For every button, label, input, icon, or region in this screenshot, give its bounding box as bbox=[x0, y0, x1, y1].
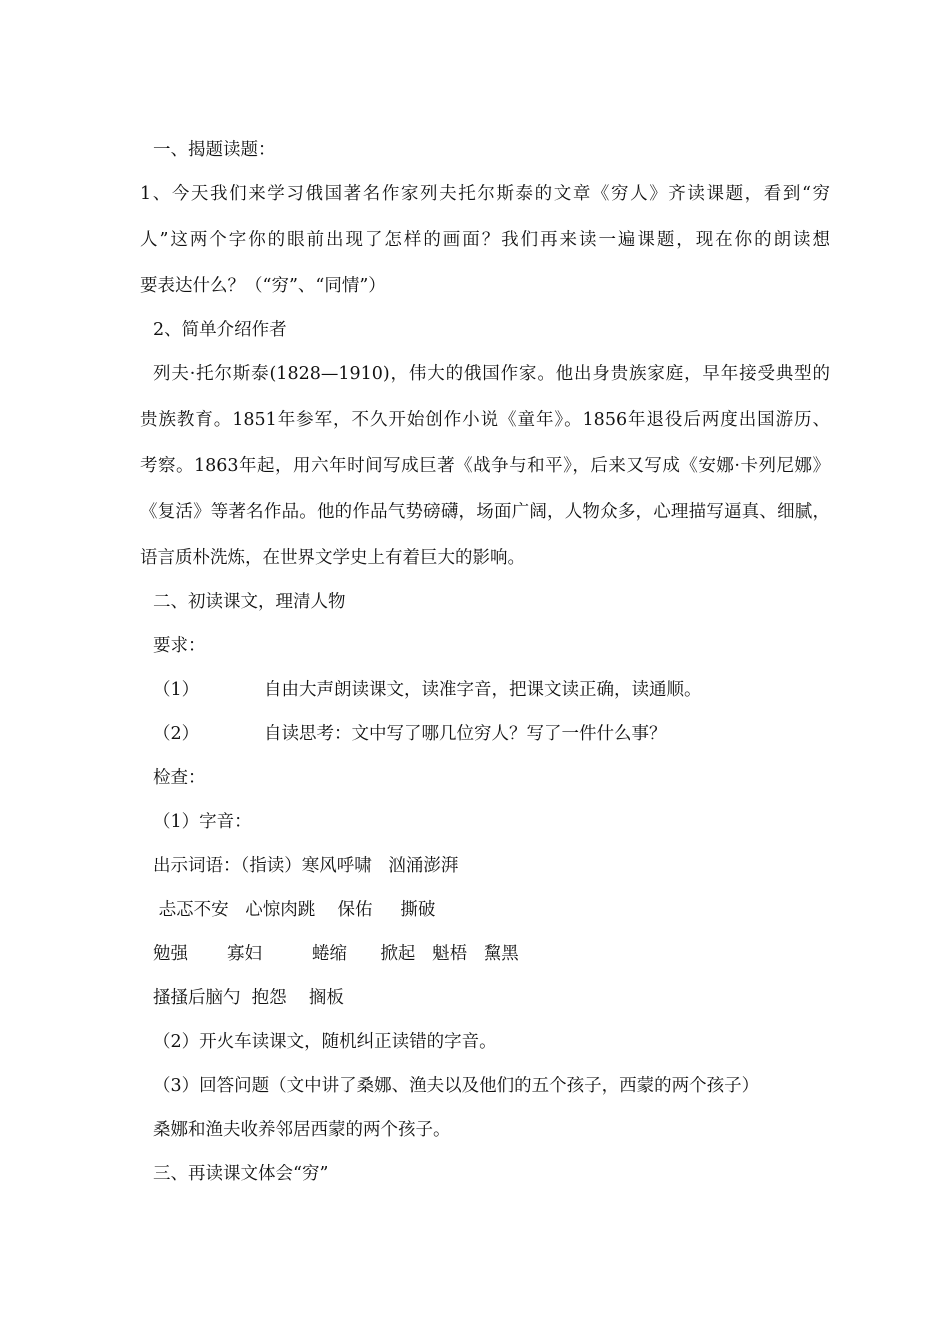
requirement-item-2-text: 自读思考：文中写了哪几位穷人？写了一件什么事？ bbox=[264, 724, 667, 744]
requirement-item-2 bbox=[153, 722, 843, 746]
author-bio-line-4: 《复活》等著名作品。他的作品气势磅礴，场面广阔，人物众多，心理描写逼真、细腻， bbox=[140, 502, 830, 522]
author-bio-line-1: 列夫·托尔斯泰(1828—1910)，伟大的俄国作家。他出身贵族家庭，早年接受典型的 bbox=[153, 364, 830, 384]
step-2-text: （2）开火车读课文，随机纠正读错的字音。 bbox=[153, 1032, 497, 1052]
vocabulary-line-1: 出示词语：（指读）寒风呼啸 汹涌澎湃 bbox=[153, 856, 459, 876]
section-2-heading: 二、初读课文，理清人物 bbox=[153, 592, 346, 612]
answer-text: 桑娜和渔夫收养邻居西蒙的两个孩子。 bbox=[153, 1120, 451, 1140]
paragraph-intro-line-2: 人”这两个字你的眼前出现了怎样的画面？我们再来读一遍课题，现在你的朗读想 bbox=[140, 230, 830, 250]
pronunciation-label: （1）字音： bbox=[153, 812, 252, 832]
paragraph-intro-line-1: 1、今天我们来学习俄国著名作家列夫托尔斯泰的文章《穷人》齐读课题，看到“穷 bbox=[140, 184, 830, 204]
step-3-text: （3）回答问题（文中讲了桑娜、渔夫以及他们的五个孩子，西蒙的两个孩子） bbox=[153, 1076, 760, 1096]
vocabulary-line-2: 忐忑不安 心惊肉跳 保佑 撕破 bbox=[153, 900, 436, 920]
requirement-item-1 bbox=[153, 678, 843, 702]
vocabulary-line-4: 搔搔后脑勺 抱怨 搁板 bbox=[153, 988, 344, 1008]
requirements-label: 要求： bbox=[153, 636, 206, 656]
vocabulary-line-3: 勉强 寡妇 蜷缩 掀起 魁梧 黧黑 bbox=[153, 944, 519, 964]
requirement-item-1-text: 自由大声朗读课文，读准字音，把课文读正确，读通顺。 bbox=[264, 680, 702, 700]
section-3-heading: 三、再读课文体会“穷” bbox=[153, 1164, 329, 1184]
section-1-heading: 一、揭题读题： bbox=[153, 140, 276, 160]
paragraph-intro-line-3: 要表达什么？（“穷”、“同情”） bbox=[140, 276, 386, 296]
author-bio-line-3: 考察。1863年起，用六年时间写成巨著《战争与和平》，后来又写成《安娜·卡列尼娜》 bbox=[140, 456, 830, 476]
check-label: 检查： bbox=[153, 768, 206, 788]
author-bio-line-2: 贵族教育。1851年参军，不久开始创作小说《童年》。1856年退役后两度出国游历、 bbox=[140, 410, 830, 430]
author-intro-heading: 2、简单介绍作者 bbox=[153, 320, 287, 340]
requirement-item-2-number: （2） bbox=[153, 724, 200, 744]
author-bio-line-5: 语言质朴洗炼，在世界文学史上有着巨大的影响。 bbox=[140, 548, 525, 568]
requirement-item-1-number: （1） bbox=[153, 680, 200, 700]
